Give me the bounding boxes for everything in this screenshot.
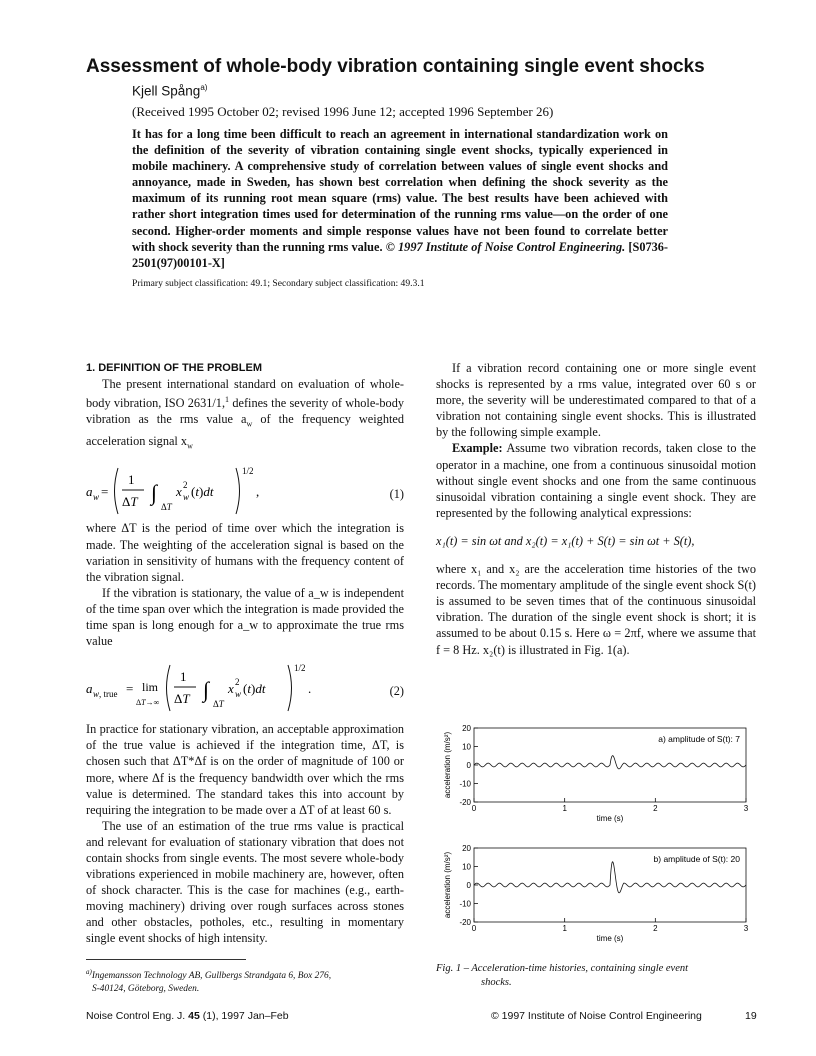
svg-text:1: 1 [180, 669, 187, 685]
paragraph-8: where x₁ and x₂ are the acceleration time histories of the two records. The momentary amplitude of the single event shock S(t) is assumed to be seven times that of the continuous sinusoidal vibration. The duration of the single event shock is short; it is assumed to be about 0.15 s. Here ω = 2πf, where we assume that f = 8 Hz. x₂(t) is illustrated in Fig. 1(a). [436, 562, 756, 657]
svg-text:ΔT: ΔT [161, 502, 172, 513]
svg-text:w: w [183, 492, 190, 503]
x-tick-label: 2 [653, 804, 658, 813]
svg-text:1/2: 1/2 [294, 663, 306, 674]
paragraph-2: where ΔT is the period of time over which the integration is made. The weighting of the acceleration signal is based on the variation in sensitivity of humans with the frequency content of the vibration signal. [86, 521, 404, 584]
y-tick-label: -10 [459, 779, 471, 789]
author-line [132, 83, 207, 99]
y-tick-label: 20 [462, 724, 471, 733]
equation-2-math [86, 657, 366, 719]
abstract [132, 126, 668, 271]
y-tick-label: 10 [462, 742, 471, 752]
svg-text:∫: ∫ [151, 480, 158, 506]
svg-text:,: , [256, 484, 260, 500]
footnote: $^{a)}$Ingemansson Technology AB, Gullbergs Strandgata 6, Box 276, S-40124, Göteborg, Sweden. [86, 968, 332, 994]
equation-2-number: (2) [389, 684, 404, 699]
svg-text:(t)dt: (t)dt [243, 681, 266, 697]
svg-text:1/2: 1/2 [242, 466, 254, 477]
received-dates: (Received 1995 October 02; revised 1996 June 12; accepted 1996 September 26) [132, 104, 554, 119]
right-column [436, 360, 756, 658]
y-tick-label: 0 [466, 881, 471, 890]
svg-text:w: w [235, 689, 242, 700]
svg-text:lim: lim [142, 680, 159, 695]
figure-1 [436, 718, 756, 950]
svg-text:x: x [176, 484, 182, 500]
affiliation-mark: a) [200, 83, 208, 92]
footnote-rule [86, 959, 246, 960]
svg-text:ΔT: ΔT [213, 699, 224, 710]
example-label: Example: [452, 441, 503, 456]
panel-label: a) amplitude of S(t): 7 [658, 734, 740, 744]
y-tick-label: 0 [466, 761, 471, 770]
svg-text:(t)dt: (t)dt [191, 484, 214, 500]
x-tick-label: 1 [562, 924, 567, 933]
equation-3: x₁(t) = sin ωt and x₂(t) = x₁(t) + S(t) = sin ωt + S(t), [436, 533, 695, 548]
caption-lead: Fig. 1 – Acceleration-time histories, containing single event [436, 963, 689, 974]
left-column [86, 360, 404, 947]
svg-text:=: = [126, 681, 134, 697]
paragraph-1: The present international standard on evaluation of whole-body vibration, ISO 2631/1,$^1$ defines the severity of whole-body vibration as the rms value $a_w$ of the frequency weighted acceleration signal $x_w$ [86, 377, 404, 451]
x-tick-label: 3 [743, 804, 749, 813]
svg-text:x: x [228, 681, 234, 697]
caption-tail: shocks. [481, 977, 512, 988]
svg-text:∫: ∫ [203, 677, 210, 703]
figure-panel-a [443, 724, 749, 823]
y-tick-label: 20 [462, 844, 471, 853]
x-tick-label: 3 [743, 924, 749, 933]
svg-text:w, true: w, true [93, 689, 118, 700]
svg-text:=: = [101, 484, 109, 500]
equation-2 [86, 657, 404, 721]
svg-text:2: 2 [183, 480, 188, 491]
paragraph-7: Example: Assume two vibration records, taken close to the operator in a machine, one from a continuous sinusoidal motion without single event shocks and one from the same continuous sinusoidal vibration containing a single event shock. They are represented by the following analytical expressions: [436, 441, 756, 520]
paragraph-3: If the vibration is stationary, the value of a_w is independent of the time span over which the integration is made provided the time span is long enough for a_w to approximate the true rms value [86, 585, 404, 649]
x-axis-label: time (s) [596, 814, 624, 823]
svg-text:.: . [308, 681, 312, 697]
svg-text:w: w [93, 492, 100, 503]
abstract-code: [S0736-2501(97)00101-X] [132, 239, 669, 270]
svg-text:2: 2 [235, 677, 240, 688]
author-name: Kjell Spång [132, 83, 201, 99]
svg-text:ΔT: ΔT [174, 691, 190, 707]
y-tick-label: -10 [459, 899, 471, 909]
equation-1 [86, 460, 404, 520]
equation-1-number: (1) [389, 487, 404, 502]
x-tick-label: 0 [471, 924, 477, 933]
svg-text:ΔT→∞: ΔT→∞ [136, 698, 160, 708]
figure-panel-b [443, 844, 749, 943]
equation-1-math [86, 460, 346, 518]
x-tick-label: 0 [471, 804, 477, 813]
y-tick-label: -20 [459, 798, 471, 807]
series-line [474, 756, 746, 769]
paragraph-4: In practice for stationary vibration, an acceptable approximation of the true value is achieved if the integration time, ΔT, is chosen such that ΔT*Δf is on the order of magnitude of 100 or more, where Δf is the frequency bandwidth over which the rms value is determined. The standard takes this into account by requiring the integration to be made over a ΔT of at least 60 s. [86, 722, 404, 817]
x-axis-label: time (s) [596, 934, 624, 943]
svg-text:a: a [86, 484, 93, 500]
y-axis-label: acceleration (m/s²) [443, 731, 452, 799]
abstract-copyright: © 1997 Institute of Noise Control Engineering. [385, 239, 626, 254]
footer-page-number: 19 [745, 1010, 757, 1022]
y-tick-label: -20 [459, 918, 471, 927]
svg-text:a: a [86, 681, 93, 697]
svg-text:ΔT: ΔT [122, 494, 138, 510]
footer-copyright: © 1997 Institute of Noise Control Engineering [491, 1010, 702, 1022]
section-heading: 1. DEFINITION OF THE PROBLEM [86, 362, 263, 374]
paragraph-5: The use of an estimation of the true rms value is practical and relevant for evaluation of stationary vibration that does not contain shocks from single events. The most severe whole-body vibrations experienced in mobile machinery are, however, often of shock character. This is the case for machines (e.g., earth-moving machinery) driving over rough surfaces across stones and other obstacles, potholes, etc., resulting in momentary single event shocks of high intensity. [86, 818, 404, 946]
svg-text:1: 1 [128, 472, 135, 488]
footer-journal: Noise Control Eng. J. 45 (1), 1997 Jan–Feb [86, 1010, 289, 1022]
x-tick-label: 1 [562, 804, 567, 813]
paragraph-6: If a vibration record containing one or more single event shocks is represented by a rms value, integrated over 60 s or more, the severity will be underestimated compared to that of a vibration not containing single event shocks. This is illustrated by the following simple example. [436, 361, 756, 440]
y-tick-label: 10 [462, 862, 471, 872]
paper-title: Assessment of whole-body vibration containing single event shocks [86, 56, 705, 77]
panel-label: b) amplitude of S(t): 20 [653, 854, 740, 864]
x-tick-label: 2 [653, 924, 658, 933]
subject-classification: Primary subject classification: 49.1; Secondary subject classification: 49.3.1 [132, 278, 425, 289]
y-axis-label: acceleration (m/s²) [443, 851, 452, 919]
abstract-text: It has for a long time been difficult to reach an agreement in international standardization work on the definition of the severity of vibration containing single event shocks, typically experienced in mobile machinery. A comprehensive study of correlation between values of single event shocks and annoyance, made in Sweden, has shown best correlation when defining the shock severity as the maximum of its running root mean square (rms) value. The best results have been achieved with rather short integration times used for determination of the running rms value—on the order of one second. Higher-order moments and simple response values have not been found to correlate better with shock severity than the running rms value. [132, 127, 668, 254]
series-line [474, 862, 746, 893]
figure-caption [436, 962, 756, 990]
